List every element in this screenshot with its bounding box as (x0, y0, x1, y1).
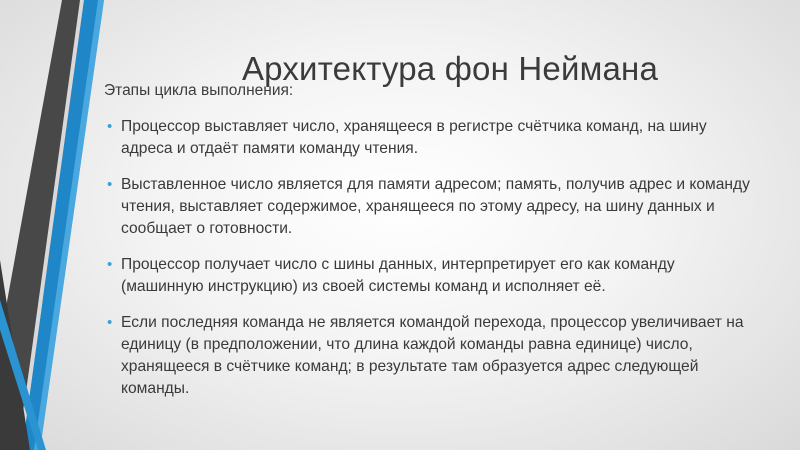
bullet-icon: • (107, 256, 113, 273)
bullet-list (104, 116, 754, 414)
bullet-text: Процессор получает число с шины данных, интерпретирует его как команду (машинную инструкцию) из своей системы команд и исполняет её. (121, 256, 675, 295)
bullet-item (104, 116, 754, 160)
slide-subtitle: Этапы цикла выполнения: (104, 82, 294, 99)
bullet-icon: • (107, 314, 113, 331)
slide-title: Архитектура фон Неймана (241, 50, 659, 87)
bullet-icon: • (107, 176, 113, 193)
bullet-item (104, 174, 754, 240)
decorative-stripes (0, 0, 113, 450)
bullet-item (104, 312, 754, 400)
bullet-text: Процессор выставляет число, хранящееся в регистре счётчика команд, на шину адреса и отдаёт памяти команду чтения. (121, 118, 707, 157)
bullet-text: Если последняя команда не является командой перехода, процессор увеличивает на единицу (в предположении, что длина каждой команды равна единице) число, хранящееся в счётчике команд; в результате там образуется адрес следующей команды. (121, 314, 744, 397)
bullet-text: Выставленное число является для памяти адресом; память, получив адрес и команду чтения, выставляет содержимое, хранящееся по этому адресу, на шину данных и сообщает о готовности. (121, 176, 750, 237)
bullet-icon: • (107, 118, 113, 135)
bullet-item (104, 254, 754, 298)
